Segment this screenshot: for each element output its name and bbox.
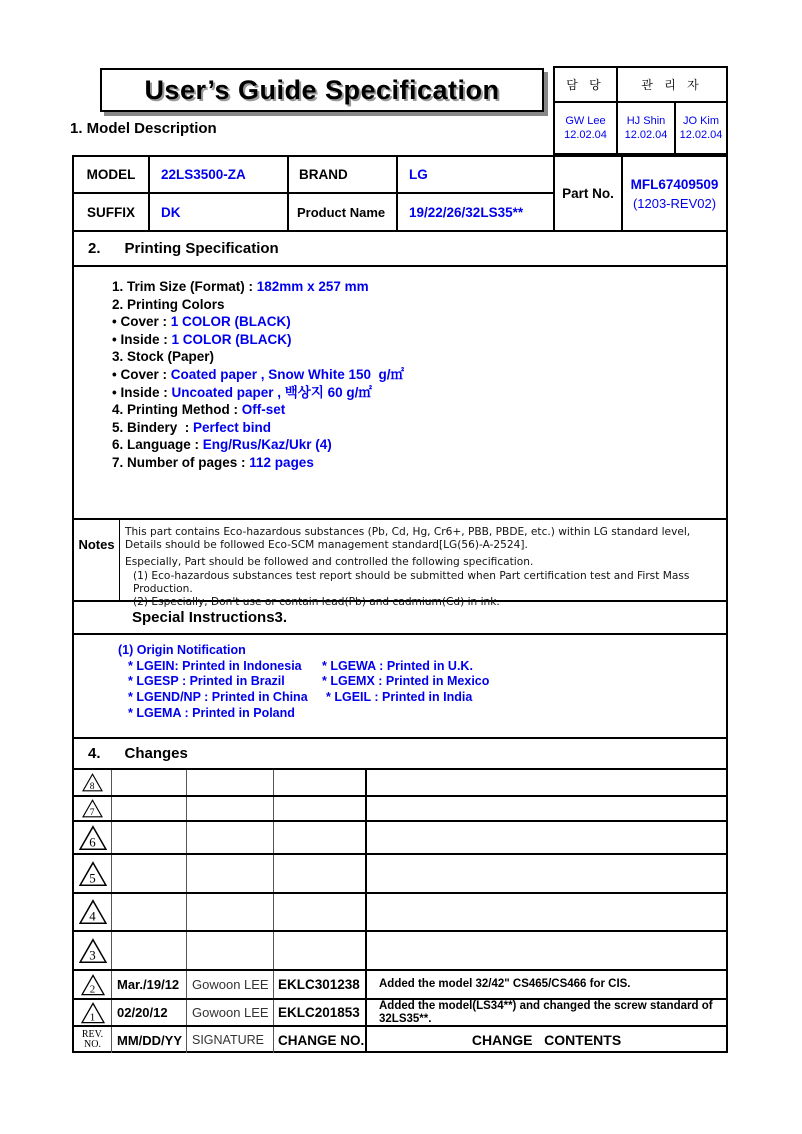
change-number — [274, 894, 367, 930]
origin-notification-title: (1) Origin Notification — [118, 643, 246, 657]
change-number — [274, 932, 367, 969]
printing-spec-content — [74, 267, 726, 520]
notes-line: Details should be followed Eco-SCM management standard[LG(56)-A-2524]. — [125, 539, 528, 552]
revision-triangle-icon — [79, 899, 107, 925]
change-number: EKLC201853 — [274, 1000, 367, 1025]
product-name-value-cell: 19/22/26/32LS35** — [398, 194, 555, 232]
change-footer-row — [74, 1027, 726, 1053]
approval-table — [553, 66, 728, 155]
approval-signer — [618, 103, 676, 153]
approval-signers-row — [555, 103, 726, 153]
part-no-revision: (1203-REV02) — [632, 195, 717, 211]
svg-text:7: 7 — [89, 807, 95, 818]
section4-title: Changes — [124, 745, 188, 762]
change-date: Mar./19/12 — [112, 971, 187, 998]
change-date: 02/20/12 — [112, 1000, 187, 1025]
change-signature — [187, 894, 274, 930]
section2-heading — [74, 232, 726, 267]
change-date — [112, 932, 187, 969]
change-number — [274, 855, 367, 892]
change-signature: Gowoon LEE — [187, 971, 274, 998]
change-number — [274, 822, 367, 853]
section2-number: 2. — [88, 240, 101, 257]
section3-heading — [74, 602, 726, 635]
spec-line: 4. Printing Method : Off-set — [112, 402, 286, 418]
signer-date: 12.02.04 — [679, 129, 723, 141]
page-title: User’s Guide Specification — [144, 74, 500, 105]
change-contents — [367, 932, 726, 969]
special-instructions-content — [74, 635, 726, 739]
revision-triangle-icon — [81, 974, 105, 996]
model-label-cell: MODEL — [74, 157, 150, 194]
section3-title: Special Instructions3. — [132, 609, 288, 626]
change-number — [274, 770, 367, 795]
notes-line: This part contains Eco-hazardous substances (Pb, Cd, Hg, Cr6+, PBB, PBDE, etc.) within LG standard level, — [125, 526, 691, 538]
change-date — [112, 894, 187, 930]
approval-signer — [676, 103, 726, 153]
change-contents — [367, 894, 726, 930]
change-number — [274, 797, 367, 820]
spec-line: 6. Language : Eng/Rus/Kaz/Ukr (4) — [112, 437, 332, 453]
title-box — [100, 68, 544, 112]
change-row-4 — [74, 894, 726, 932]
signer-name: HJ Shin — [626, 115, 666, 127]
change-signature — [187, 822, 274, 853]
model-value-cell: 22LS3500-ZA — [150, 157, 289, 194]
change-row-8 — [74, 770, 726, 797]
revision-triangle-icon — [79, 861, 107, 887]
product-name-label-cell: Product Name — [289, 194, 398, 232]
revision-triangle-icon — [81, 1002, 105, 1024]
approval-header-manager: 관 리 자 — [641, 78, 703, 92]
section4-heading — [74, 739, 726, 770]
change-contents — [367, 855, 726, 892]
notes-content — [120, 520, 726, 609]
section4-number: 4. — [88, 745, 101, 762]
footer-date-label: MM/DD/YY — [112, 1027, 187, 1053]
part-no-label-cell: Part No. — [555, 157, 623, 232]
change-row-5 — [74, 855, 726, 894]
svg-text:6: 6 — [88, 834, 96, 850]
revision-triangle-icon — [82, 799, 103, 818]
change-row-7 — [74, 797, 726, 822]
signer-date: 12.02.04 — [564, 129, 607, 141]
spec-line: 7. Number of pages : 112 pages — [112, 454, 314, 470]
approval-signer — [555, 103, 618, 153]
spec-line: • Cover : 1 COLOR (BLACK) — [112, 314, 291, 330]
change-date — [112, 770, 187, 795]
change-contents — [367, 797, 726, 820]
change-number: EKLC301238 — [274, 971, 367, 998]
change-date — [112, 822, 187, 853]
change-signature — [187, 770, 274, 795]
notes-row — [74, 520, 726, 609]
svg-text:2: 2 — [89, 982, 95, 995]
footer-change-no-label: CHANGE NO. — [274, 1027, 367, 1053]
spec-line: • Inside : Uncoated paper , 백상지 60 g/㎡ — [112, 384, 372, 400]
brand-value-cell: LG — [398, 157, 555, 194]
signer-name: GW Lee — [565, 115, 606, 127]
spec-line: 2. Printing Colors — [112, 296, 225, 312]
svg-text:5: 5 — [88, 870, 96, 886]
notes-label: Notes — [74, 520, 120, 600]
signer-name: JO Kim — [682, 115, 720, 127]
origin-row: * LGEMA : Printed in Poland — [128, 706, 295, 720]
revision-triangle-icon — [79, 938, 107, 964]
approval-header-row — [555, 68, 726, 103]
part-no-value: MFL67409509 — [630, 176, 719, 192]
change-contents — [367, 770, 726, 795]
approval-header-person: 담 당 — [555, 68, 618, 101]
origin-row: * LGEIN: Printed in Indonesia * LGEWA : Printed in U.K. — [128, 659, 473, 673]
change-contents: Added the model 32/42" CS465/CS466 for CIS. — [379, 978, 631, 990]
spec-line: 3. Stock (Paper) — [112, 349, 215, 365]
change-row-6 — [74, 822, 726, 855]
notes-line: (1) Eco-hazardous substances test report should be submitted when Part certification test and First Mass Production. — [133, 569, 690, 595]
change-signature — [187, 797, 274, 820]
spec-table — [72, 155, 728, 1053]
footer-signature-label: SIGNATURE — [187, 1027, 274, 1053]
svg-text:1: 1 — [89, 1010, 95, 1023]
part-no-value-cell — [623, 157, 726, 232]
change-row-1 — [74, 1000, 726, 1027]
svg-text:3: 3 — [88, 947, 96, 963]
section1-heading: 1. Model Description — [70, 120, 217, 137]
section2-title: Printing Specification — [124, 240, 279, 257]
notes-line: Especially, Part should be followed and controlled the following specification. — [125, 556, 534, 569]
origin-row: * LGEND/NP : Printed in China * LGEIL : Printed in India — [128, 690, 473, 704]
signer-date: 12.02.04 — [624, 129, 668, 141]
origin-row: * LGESP : Printed in Brazil * LGEMX : Printed in Mexico — [128, 674, 490, 688]
rev-no-label: REV. NO. — [81, 1029, 104, 1050]
notes-line: (2) Especially, Don't use or contain lead(Pb) and cadmium(Cd) in ink. — [133, 596, 500, 609]
change-contents: Added the model(LS34**) and changed the screw standard of 32LS35**. — [379, 1000, 713, 1025]
revision-triangle-icon — [79, 825, 107, 851]
change-date — [112, 797, 187, 820]
brand-label-cell: BRAND — [289, 157, 398, 194]
svg-text:4: 4 — [88, 908, 96, 924]
change-signature — [187, 855, 274, 892]
change-date — [112, 855, 187, 892]
spec-line: • Cover : Coated paper , Snow White 150 g/㎡ — [112, 366, 405, 382]
suffix-value-cell: DK — [150, 194, 289, 232]
change-signature: Gowoon LEE — [187, 1000, 274, 1025]
spec-line: 5. Bindery : Perfect bind — [112, 419, 272, 435]
change-row-2 — [74, 971, 726, 1000]
spec-line: • Inside : 1 COLOR (BLACK) — [112, 331, 292, 347]
change-contents — [367, 822, 726, 853]
spec-line: 1. Trim Size (Format) : 182mm x 257 mm — [112, 279, 369, 294]
suffix-label-cell: SUFFIX — [74, 194, 150, 232]
change-signature — [187, 932, 274, 969]
footer-change-contents-label: CHANGE CONTENTS — [471, 1031, 622, 1048]
svg-text:8: 8 — [89, 781, 95, 792]
revision-triangle-icon — [82, 773, 103, 792]
change-row-3 — [74, 932, 726, 971]
